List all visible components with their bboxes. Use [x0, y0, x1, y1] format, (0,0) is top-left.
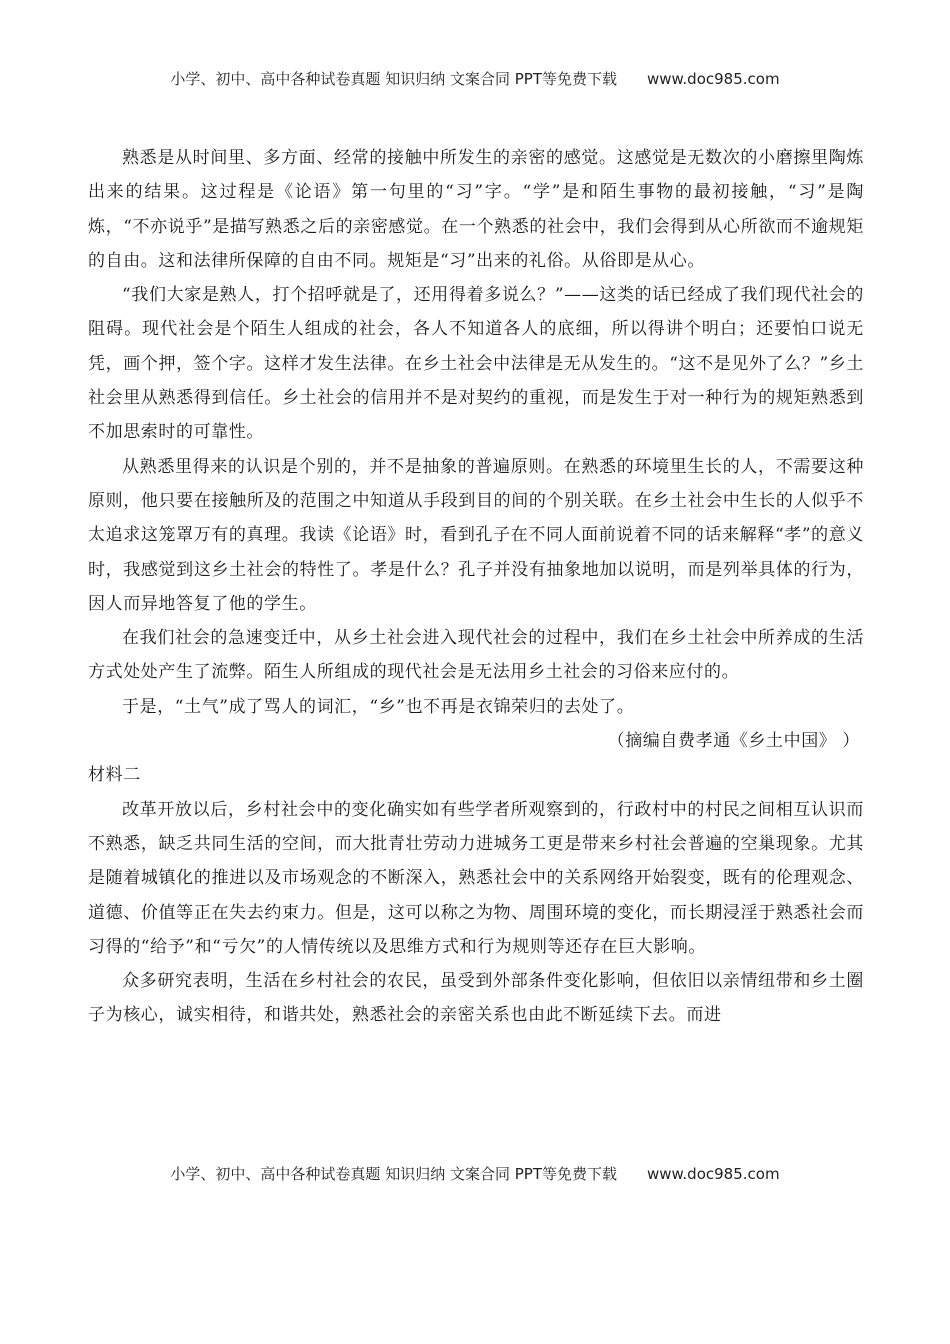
material-one-paragraph-1: 熟悉是从时间里、多方面、经常的接触中所发生的亲密的感觉。这感觉是无数次的小磨擦里陶炼出来的结果。这过程是《论语》第一句里的“习”字。“学”是和陌生事物的最初接触，“习”是陶炼，“不亦说乎”是描写熟悉之后的亲密感觉。在一个熟悉的社会中，我们会得到从心所欲而不逾规矩的自由。这和法律所保障的自由不同。规矩是“习”出来的礼俗。从俗即是从心。 [88, 148, 864, 271]
header-text: 小学、初中、高中各种试卷真题 知识归纳 文案合同 PPT等免费下载 [170, 70, 617, 88]
material-one-source: （摘编自费孝通《乡土中国》 ） [607, 731, 860, 752]
material-one-paragraph-5: 于是，“土气”成了骂人的词汇，“乡”也不再是衣锦荣归的去处了。 [122, 696, 635, 717]
material-one-paragraph-2: “我们大家是熟人，打个招呼就是了，还用得着多说么？”——这类的话已经成了我们现代社会的阻碍。现代社会是个陌生人组成的社会，各人不知道各人的底细，所以得讲个明白；还要怕口说无凭，画个押，签个字。这样才发生法律。在乡土社会中法律是无从发生的。“这不是见外了么？”乡土社会里从熟悉得到信任。乡土社会的信用并不是对契约的重视，而是发生于对一种行为的规矩熟悉到不加思索时的可靠性。 [88, 285, 864, 443]
footer-site-link[interactable]: www.doc985.com [646, 1165, 780, 1183]
material-two-label: 材料二 [88, 765, 141, 786]
material-one-paragraph-3: 从熟悉里得来的认识是个别的，并不是抽象的普遍原则。在熟悉的环境里生长的人，不需要这种原则，他只要在接触所及的范围之中知道从手段到目的间的个别关联。在乡土社会中生长的人似乎不太追求这笼罩万有的真理。我读《论语》时，看到孔子在不同人面前说着不同的话来解释“孝”的意义时，我感觉到这乡土社会的特性了。孝是什么？孔子并没有抽象地加以说明，而是列举具体的行为，因人而异地答复了他的学生。 [88, 456, 864, 614]
footer-text: 小学、初中、高中各种试卷真题 知识归纳 文案合同 PPT等免费下载 [170, 1165, 617, 1183]
article-body [88, 141, 864, 1033]
page-footer [0, 1163, 950, 1184]
header-site-link[interactable]: www.doc985.com [646, 70, 780, 88]
page-header [0, 68, 950, 89]
material-two-paragraph-1: 改革开放以后，乡村社会中的变化确实如有些学者所观察到的，行政村中的村民之间相互认识而不熟悉，缺乏共同生活的空间，而大批青壮劳动力进城务工更是带来乡村社会普遍的空巢现象。尤其是随着城镇化的推进以及市场观念的不断深入，熟悉社会中的关系网络开始裂变，既有的伦理观念、道德、价值等正在失去约束力。但是，这可以称之为物、周围环境的变化，而长期浸淫于熟悉社会而习得的“给予”和“亏欠”的人情传统以及思维方式和行为规则等还存在巨大影响。 [88, 799, 864, 957]
material-two-paragraph-2: 众多研究表明，生活在乡村社会的农民，虽受到外部条件变化影响，但依旧以亲情纽带和乡土圈子为核心，诚实相待，和谐共处，熟悉社会的亲密关系也由此不断延续下去。而进 [88, 971, 864, 1026]
material-one-paragraph-4: 在我们社会的急速变迁中，从乡土社会进入现代社会的过程中，我们在乡土社会中所养成的生活方式处处产生了流弊。陌生人所组成的现代社会是无法用乡土社会的习俗来应付的。 [88, 628, 864, 683]
